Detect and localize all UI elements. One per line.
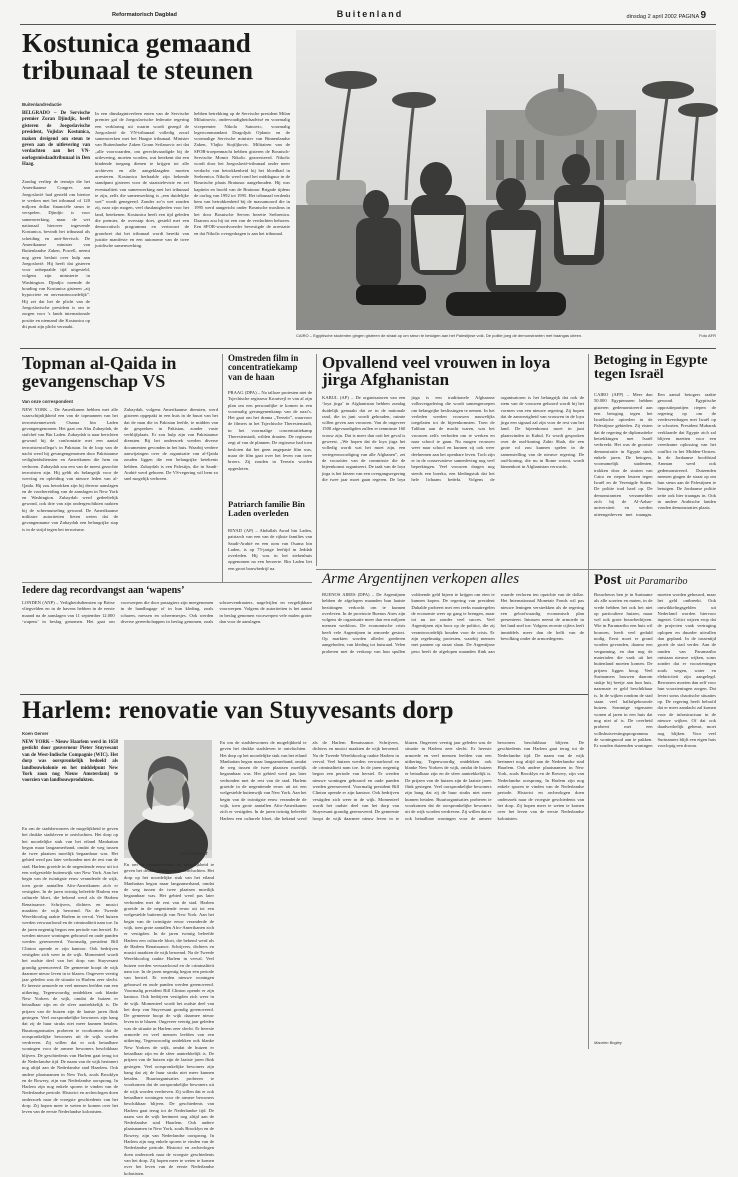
column-divider-2 [316, 354, 317, 566]
kamp-body: PRAAG (DPA) – Na talloze protesten niet de Tsjechische regisseur Kroutvejl er van af zijn plan om een persoonlijke te komen in een voormalig gevangenenkamp van de nazi’s. Het gaat om het drama „Terezín”, waarvoor de filmers in het Tsjechische Theresienstadt, in het voormalige concentratiekamp Theresienstadt, wilden draaien. De regisseur zegt af van de plannen. De regisseur had toen besloten dat het geen ongepaste film was, maar de film gaat over het leven van twee broers. Zij zouden in Terezín worden opgesloten. [228, 390, 312, 471]
post-title: Post [594, 572, 622, 588]
kostunica-lead: BELGRADO – De Servische premier Zoran Djindjic, heeft gisteren de Joegoslavische president, Vojislav Kostunica, maken dreigend om steun te geven aan de uitlevering van verdachten aan het VN-oorlogsmisdaadtribunaal in Den Haag. [22, 111, 90, 168]
kamp-headline: Omstreden film in concentratiekamp van de haan [228, 353, 299, 382]
column-divider-1 [222, 354, 223, 582]
date-text: dinsdag 2 april 2002 PAGINA [626, 14, 699, 20]
afghan-headline: Opvallend veel vrouwen in loya jirga Afghanistan [322, 353, 551, 389]
kostunica-col1: Zondag verliep de termijn die het Amerikaanse Congres aan Joegoslavië had gesteld om hiertoe te werken met het tribunaal of 120 miljoen dollar financiële steun te verspelen. Djindjic is voor samenwerking, maar de wet nationaal hierover ingevende Kostunica, bevindt het tribunaal als scheiding en anti-Servisch. De Amerikaanse minister van Buitenlandse Zaken, Powell, neemt nog geen besluit over hulp aan Joegoslavië. Hij heeft dat gisteren voor onbepaalde tijd uitgesteld, volgens zijn ministerie in Washington. Djindjic noemde de houding van Kostunica gisteren „zij hypocriete en onverantwoordelijk”. Hij zei dat het de plicht van de Joegoslavische president is om te zorgen voor ’s lands internationale positie en niemand die Kostunica op dit punt zijn plicht verzaakt. [22, 179, 90, 329]
kostunica-col3: hebben betrekking op de Servische president Milan Milutinovic, ondervoudigheidsadvisé en voormalig vicepremier Nikola Sainovic, voormalig legercommandant Dragoljub Ojdanic en de voormalige Servische minister van Binnenlandse Zaken, Vlajko Stojiljkovic. Militairen van de SFOR-troepenmacht hebben gisteren de Bosnisch-Servische Momir Nikolic gearresteerd. Nikolic wordt door het Joegoslavië-tribunaal onder meer verdacht van betrokkenheid bij het bloedbad in Srebrenica. Nikolic werd rond het middaguur in de Bosnische plaats Bratunac aangehouden. Hij was kapitein en hoofd van de Bratunac Brigade tijdens de oorlog van 1992 tot 1995. Het tribunaal verdenkt hem van betrokkenheid bij de massamoord die in 1995 werd aangericht onder Bosnische moslims in het door Bosnische Serven bezette Srebrenica. Daarom zou hij tot een van de verdachten behoren. Een SFOR-woordvoerder bevestigde de arrestatie en dat Nikolic overgedragen is aan het tribunaal. [194, 111, 290, 236]
section-title: Buitenland [336, 9, 404, 19]
kostunica-col2: In een dinsdagintverleen enten van de Servische premier gaf de Joegoslavische federatie regering een verklaring uit waarin wordt gezegd de Joegoslavië de VN-tribunaal volledig zoozl samenwerken met het Haagse tribunaal. Minister van Buitenlandse Zaken Goran Svilanovic zei dat „alle voorwaarden, om gerechtvaardigde bij de uitlevering, moeten worden, wat betekent dat een bindende toegang dienen te krijgen tot alle archieven en alle aangeklaagden moeten arresteren. Kostunica herhaalde zijn bekende standpunt gisteren voor de staatstelevisie en zei eventualiteit van samenwerking met het tribunaal te zijn, zelfs die samenwerking is „een duidelijke wet” wordt genegeerd. Zonder zo’n wet zouden zij, naar zijn mogen, veel dusdanigheden voor het land, betekenen. Kostunica heeft een tijd geleden die premier, de overstap doet, gesteld met een democratisch programma en vertrouwt de grondwet dat het tribunaal wordt bereikt van justitie manifeste en een autonome van de twee juridische samenwerking. [95, 111, 189, 249]
post-rule [588, 569, 716, 570]
page-number: 9 [700, 10, 706, 21]
protest-photo-image [296, 30, 716, 330]
record-rule [22, 582, 312, 583]
qaida-col1: NEW YORK – De Amerikanen hebben met alle waarschijnlijkheid een van de topmannen van het terroristennetwerk Osama bin Laden gevangengenomen. Het gaat om Abu Zubaydah, de stafchef van Bin Laden. Zubaydah is naar berichten gewond bij de confrontatie met een aantal terroristencollega’s in Pakistan. In de loop van de nacht werd hij gevangengenomen door Pakistaanse veiligheidsdiensten en Amerikanen die hem nu verhoren. Zubaydah zou een van de meest gezochte terroristen zijn. Hij geldt als belangrijk voor de werving en opleiding van nieuwe leden van al-Qaida. Hij zou betrokken zijn bij diverse aanslagen en de voorbereiding van de aanslagen in New York en Washington. Zubaydah werd gedeeltelijk gewond, ook drie van zijn ondergeschikten raakten bij de schermutseling gewond. De Amerikaanse militaire autoriteiten lieten weten dat de gevangenname van Zubaydah een belangrijke stap is in de strijd tegen het terrorisme. [22, 407, 118, 532]
post-headline [594, 571, 716, 589]
kostunica-headline: Kostunica gemaand tribunaal te steunen [22, 28, 254, 85]
harlem-cols: En om de stadsbewoners de mogelijkheid te geven het drukke stadsleven te ontvluchten. Het dorp op het noordelijke stuk van het eiland Manhattan begon maar langzamerhand, omdat de weg tussen de twee plaatsen moeilijk begaanbaar was. Het gebied werd pas later verbonden met de rest van de stad. Harlem groeide in de negentiende eeuw uit tot een welgestelde buitenwijk van New York. Aan het begin van de twintigste eeuw veranderde de wijk, toen grote aantallen Afro-Amerikanen zich er vestigden. In de jaren twintig beleefde Harlem een culturele bloei, die bekend werd als de Harlem Renaissance. Schrijvers, dichters en musici maakten de wijk beroemd. Na de Tweede Wereldoorlog raakte Harlem in verval. Veel huizen werden verwaarloosd en de criminaliteit nam toe. In de jaren negentig begon een periode van herstel. Er werden nieuwe woningen gebouwd en oude panden werden gerenoveerd. Voormalig president Bill Clinton opende er zijn kantoor. Ook bedrijven vestigden zich weer in de wijk. Momenteel wordt het oudste deel van het dorp van Stuyvesant grondig gerenoveerd. De gemeente hoopt de wijk daarmee nieuw leven in te blazen. Ongeveer veertig jaar geleden was de situatie in Harlem zeer slecht. Er heerste armoede en veel mensen leefden van een uitkering. Tegenwoordig ontdekken ook blanke New Yorkers de wijk, omdat de huizen er betaalbaar zijn en de sfeer aantrekkelijk is. De prijzen van de huizen zijn de laatste jaren flink gestegen. Veel oorspronkelijke bewoners zijn bang dat zij de huur straks niet meer kunnen betalen. Buurtorganisaties proberen te voorkomen dat de oorspronkelijke bewoners uit de wijk worden verdreven. Zij willen dat er ook betaalbare woningen voor de armere bewoners beschikbaar blijven. De geschiedenis van Harlem gaat terug tot de Nederlandse tijd. De naam van de wijk herinnert nog altijd aan de Nederlandse stad Haarlem. Ook andere plaatsnamen in New York, zoals Brooklyn en de Bowery, zijn van Nederlandse oorsprong. In Harlem zijn nog enkele sporen te vinden van de Nederlandse periode. Historici en archeologen doen onderzoek naar de vroegste geschiedenis van het dorp. Zij hopen meer te weten te komen over het leven van de eerste Nederlandse kolonisten. [220, 740, 584, 821]
photo-credit: Foto AFR [699, 333, 716, 338]
egypte-body: CAIRO (AFP) – Meer dan 50.000 Egyptenaren hebben gisteren gedemonstreerd aan een betoging tegen het Israëlische optreden in de Palestijnse gebieden. Zij eisten dat de regering de diplomatieke betrekkingen met Israël verbreekt. Het was de grootste demonstratie in Egypte sinds enkele jaren. De betogers, voornamelijk studenten, trokken door de straten van Cairo en riepen leuzen tegen Israël en de Verenigde Staten. De politie trad hard op. De demonstranten verzamelden zich bij de Al-Azhar-universiteit en werden uiteengedreven met traangas. Een aantal betogers raakte gewond. Egyptische oppositiepartijen riepen de regering op om de vredesverdragen met Israël op te schorten. President Mubarak verklaarde dat Egypte zich zal blijven inzetten voor een vreedzame oplossing van het conflict in het Midden-Oosten. In de Jordaanse hoofdstad Amman werd ook gedemonstreerd. Duizenden mensen gingen de straat op om hun steun aan de Palestijnen te betuigen. De Jordaanse politie zette ook hier traangas in. Ook in andere Arabische landen vonden demonstraties plaats. [594, 392, 716, 517]
portrait-label: STUYVESANT [181, 851, 208, 856]
harlem-lead: NEW YORK – Nieuw Haarlem werd in 1658 gesticht door gouverneur Pieter Stuyvesant van de West-Indische Compagnie (WIC). Het dorp was oorspronkelijk bedoeld als landbouwkolonie en het middelpunt New York zoon nog Nieuw Amsterdam) te voorzien van landbouwprodukten. [22, 740, 118, 784]
stuyvesant-portrait [124, 740, 212, 858]
photo-caption: CAIRO – Egyptische studenten gingen gisteren de straat op om steun te betuigen aan het Palestijnse volk. De politie joeg de demonstranten met traangas uiteen. [296, 333, 583, 338]
protest-photo [296, 30, 716, 330]
page-date [548, 10, 706, 21]
stuyvesant-portrait-image [124, 740, 212, 850]
harlem-headline: Harlem: renovatie van Stuyvesants dorp [22, 697, 454, 724]
qaida-headline: Topman al-Qaida in gevangenschap VS [22, 353, 177, 391]
patriarch-body: RIYAD (AP) – Abdullah Awad bin Laden, patriarch van een van de rijkste families van Saudi-Arabië en een oom van Osama bin Laden, is op 75-jarige leeftijd in Jeddah overleden. Hij was in het ziekenhuis opgenomen na een beroerte. Bin Laden liet een groot bouwbedrijf na. [228, 528, 312, 571]
post-body: Bouwbeurs ben je in Suriname als alle soorten en maten, in de vrede hebben het ook het niet op particuliere huizen, maar wel ook grote bouwbedrijven. Wie in Paramaribo een huis wil bouwen, heeft veel geduld nodig. Eerst moet er grond worden gevonden, daarna een vergunning, en dan nog de materialen die vaak uit het buitenland moeten komen. De prijzen liggen hoog. Veel Surinamers bouwen daarom stukje bij beetje aan hun huis, naarmate er geld beschikbaar is. In de wijken rondom de stad staan veel halfafgebouwde huizen. Sommige eigenaren wonen al jaren in een huis dat nog niet af is. De overheid probeert met een volkshuisvestingsprogramma de woningnood aan te pakken. Er zouden duizenden woningen moeten worden gebouwd, maar het geld ontbreekt. Ook ontwikkelingsgelden uit Nederland worden hiervoor ingezet. Critici wijzen erop dat de projecten vaak vertraging oplopen en duurder uitvallen dan gepland. In de tussentijd groeit de stad verder. Aan de randen van Paramaribo ontstaan nieuwe wijken, soms zonder dat er voorzieningen zoals wegen, water en elektriciteit zijn aangelegd. Bewoners moeten dan zelf voor hun voorzieningen zorgen. Dat levert soms chaotische situaties op. De regering heeft beloofd dat er meer aandacht zal komen voor de infrastructuur in de nieuwe wijken. Of dat ook daadwerkelijk gebeurt, moet nog blijken. Voor veel Surinamers blijft een eigen huis voorlopig een droom. [594, 592, 716, 749]
post-author: Maurien Bogley [594, 1040, 622, 1045]
qaida-byline: Van onze correspondent [22, 399, 73, 404]
qaida-col2: Zubaydah, volgens Amerikaanse diensten, werd gisteren opgepakt in een huis in de buurt van het dat de man die in Pakistan leefde, te midden van de gespreken in Pakistan, zonder vaste verblijfplaats. Er zou hulp zijn van Pakistaanse diensten. Bij het onderzoek werden diverse documenten gevonden in het huis. Waarbij verdere aanwijzingen over de organisatie van al-Qaida zouden liggen die een belangrijke betekenis hebben. Zubaydah is een Palestijn, die in Saudi-Arabië werd geboren. De VS-regering wil hem zo snel mogelijk verhoren. [124, 407, 218, 482]
header-rule [20, 24, 716, 25]
harlem-col2: En om de stadsbewoners de mogelijkheid te geven het drukke stadsleven te ontvluchten. Het dorp op het noordelijke stuk van het eiland Manhattan begon maar langzamerhand, omdat de weg tussen de twee plaatsen moeilijk begaanbaar was. Het gebied werd pas later verbonden met de rest van de stad. Harlem groeide in de negentiende eeuw uit tot een welgestelde buitenwijk van New York. Aan het begin van de twintigste eeuw veranderde de wijk, toen grote aantallen Afro-Amerikanen zich er vestigden. In de jaren twintig beleefde Harlem een culturele bloei, die bekend werd als de Harlem Renaissance. Schrijvers, dichters en musici maakten de wijk beroemd. Na de Tweede Wereldoorlog raakte Harlem in verval. Veel huizen werden verwaarloosd en de criminaliteit nam toe. In de jaren negentig begon een periode van herstel. Er werden nieuwe woningen gebouwd en oude panden werden gerenoveerd. Voormalig president Bill Clinton opende er zijn kantoor. Ook bedrijven vestigden zich weer in de wijk. Momenteel wordt het oudste deel van het dorp van Stuyvesant grondig gerenoveerd. De gemeente hoopt de wijk daarmee nieuw leven in te blazen. Ongeveer veertig jaar geleden was de situatie in Harlem zeer slecht. Er heerste armoede en veel mensen leefden van een uitkering. Tegenwoordig ontdekken ook blanke New Yorkers de wijk, omdat de huizen er betaalbaar zijn en de sfeer aantrekkelijk is. De prijzen van de huizen zijn de laatste jaren flink gestegen. Veel oorspronkelijke bewoners zijn bang dat zij de huur straks niet meer kunnen betalen. Buurtorganisaties proberen te voorkomen dat de oorspronkelijke bewoners uit de wijk worden verdreven. Zij willen dat er ook betaalbare woningen voor de armere bewoners beschikbaar blijven. De geschiedenis van Harlem gaat terug tot de Nederlandse tijd. De naam van de wijk herinnert nog altijd aan de Nederlandse stad Haarlem. Ook andere plaatsnamen in New York, zoals Brooklyn en de Bowery, zijn van Nederlandse oorsprong. In Harlem zijn nog enkele sporen te vinden van de Nederlandse periode. Historici en archeologen doen onderzoek naar de vroegste geschiedenis van het dorp. Zij hopen meer te weten te komen over het leven van de eerste Nederlandse kolonisten. [124, 862, 214, 1176]
afghan-body: KABUL (AP) – De organisatoren van een ‘loya jirga’ in Afghanistan hebben zondag duidelijk gemaakt dat ze in de nationale raad, die in juni wordt gehouden, ruimte willen geven aan vrouwen. Van de ongeveer 1500 afgevaardigden zullen er tenminste 160 vrouw zijn. Dat is meer dan ooit het geval is geweest. „We hopen dat de loya jirga het volledig wordt wat het moet zijn, een vertegenwoordiging van alle Afghanen”, zei de voorzitter van de commissie die de bijeenkomst organiseert. De taak van de loya jirga is het kiezen van een overgangsregering die twee jaar moet gaan regeren. De loya jirga is een traditionele Afghaanse volksvergadering die wordt samengeroepen om belangrijke beslissingen te nemen. In het verleden werden vrouwen nauwelijks toegelaten tot de bijeenkomsten. Toen de Taliban aan de macht waren, was het vrouwen zelfs verboden om te werken en naar school te gaan. Nu mogen vrouwen weer naar school en kunnen zij ook weer deelnemen aan het openbare leven. Toch zijn er in de conservatieve samenleving nog veel beperkingen. Veel vrouwen dragen nog steeds een boerka, een kledingstuk dat het hele lichaam bedekt. Volgens de organisatoren is het belangrijk dat ook de stem van de vrouwen gehoord wordt bij het vormen van een nieuwe regering. Zij hopen dat de aanwezigheid van vrouwen in de loya jirga een signaal zal zijn voor de rest van het land. De bijeenkomst moet in juni plaatsvinden in Kabul. Er wordt gesproken over de oud-koning Zahir Shah, die een grote rol zou kunnen spelen in de samenstelling van de nieuwe regering. De oud-koning, die nu in Rome woont, wordt binnenkort in Afghanistan verwacht. [322, 395, 584, 482]
patriarch-headline: Patriarch familie Bin Laden overleden [228, 499, 305, 518]
harlem-byline: Koen Gerver [22, 731, 49, 736]
record-headline: Iedere dag recordvangst aan ‘wapens’ [22, 585, 185, 596]
paper-name: Reformatorisch Dagblad [112, 12, 177, 18]
egypte-headline: Betoging in Egypte tegen Israël [594, 353, 708, 382]
column-divider-4 [588, 569, 589, 1049]
argentina-headline: Arme Argentijnen verkopen alles [322, 571, 520, 587]
argentina-rule [316, 569, 588, 570]
argentina-body: BUENOS AIRES (DPA) – De Argentijnen hebben de afgelopen maanden hun laatste bezittingen verkocht om te kunnen overleven. In de provincie Buenos Aires zijn volgens de organisatie meer dan een miljoen mensen werkloos. De economische crisis heeft vele Argentijnen in armoede gestort. Op markten worden allerlei goederen aangeboden, van kleding tot huisraad. Velen proberen met de verkoop van hun spullen voldoende geld bijeen te krijgen om eten te kunnen kopen. De regering van president Duhalde probeert met een reeks maatregelen de economie weer op gang te brengen, maar tot nu toe zonder veel succes. Veel Argentijnen zijn boos op de politici, die zij verantwoordelijk houden voor de crisis. Er zijn regelmatig protesten, waarbij mensen met pannen op straat slaan. De Argentijnse peso heeft de afgelopen maanden flink aan waarde verloren ten opzichte van de dollar. Het Internationaal Monetair Fonds wil pas nieuwe leningen verstrekken als de regering een geloofwaardig economisch plan presenteert. Intussen neemt de armoede in het land snel toe. Volgens recente cijfers leeft inmiddels meer dan de helft van de bevolking onder de armoedegrens. [322, 592, 584, 654]
section-rule-1 [20, 348, 716, 349]
post-subtitle: uit Paramaribo [625, 576, 688, 587]
harlem-col1: En om de stadsbewoners de mogelijkheid te geven het drukke stadsleven te ontvluchten. Het dorp op het noordelijke stuk van het eiland Manhattan begon maar langzamerhand, omdat de weg tussen de twee plaatsen moeilijk begaanbaar was. Het gebied werd pas later verbonden met de rest van de stad. Harlem groeide in de negentiende eeuw uit tot een welgestelde buitenwijk van New York. Aan het begin van de twintigste eeuw veranderde de wijk, toen grote aantallen Afro-Amerikanen zich er vestigden. In de jaren twintig beleefde Harlem een culturele bloei, die bekend werd als de Harlem Renaissance. Schrijvers, dichters en musici maakten de wijk beroemd. Na de Tweede Wereldoorlog raakte Harlem in verval. Veel huizen werden verwaarloosd en de criminaliteit nam toe. In de jaren negentig begon een periode van herstel. Er werden nieuwe woningen gebouwd en oude panden werden gerenoveerd. Voormalig president Bill Clinton opende er zijn kantoor. Ook bedrijven vestigden zich weer in de wijk. Momenteel wordt het oudste deel van het dorp van Stuyvesant grondig gerenoveerd. De gemeente hoopt de wijk daarmee nieuw leven in te blazen. Ongeveer veertig jaar geleden was de situatie in Harlem zeer slecht. Er heerste armoede en veel mensen leefden van een uitkering. Tegenwoordig ontdekken ook blanke New Yorkers de wijk, omdat de huizen er betaalbaar zijn en de sfeer aantrekkelijk is. De prijzen van de huizen zijn de laatste jaren flink gestegen. Veel oorspronkelijke bewoners zijn bang dat zij de huur straks niet meer kunnen betalen. Buurtorganisaties proberen te voorkomen dat de oorspronkelijke bewoners uit de wijk worden verdreven. Zij willen dat er ook betaalbare woningen voor de armere bewoners beschikbaar blijven. De geschiedenis van Harlem gaat terug tot de Nederlandse tijd. De naam van de wijk herinnert nog altijd aan de Nederlandse stad Haarlem. Ook andere plaatsnamen in New York, zoals Brooklyn en de Bowery, zijn van Nederlandse oorsprong. In Harlem zijn nog enkele sporen te vinden van de Nederlandse periode. Historici en archeologen doen onderzoek naar de vroegste geschiedenis van het dorp. Zij hopen meer te weten te komen over het leven van de eerste Nederlandse kolonisten. [22, 826, 118, 1115]
kostunica-byline: Buitenlandredactie [22, 102, 62, 107]
section-rule-2 [20, 694, 588, 695]
record-body: LONDEN (ANP) – Veiligheidsdiensten op Britse vliegvelden en in de havens hebben in de eerste maand na de aanslagen van 11 september 12.000 ‘wapens’ in beslag genomen. Het gaat om voorwerpen die door passagiers zijn meegenomen in de handbagage of in hun kleding, zoals scharen, messen en scheermesjes. Ook werden diverse gereedschappen in beslag genomen, zoals schroevendraaiers, nagelvijlen en vergelijkbare voorwerpen. Volgens de autoriteiten is het aantal in beslag genomen voorwerpen vele malen groter dan voor de aanslagen. [22, 600, 312, 624]
